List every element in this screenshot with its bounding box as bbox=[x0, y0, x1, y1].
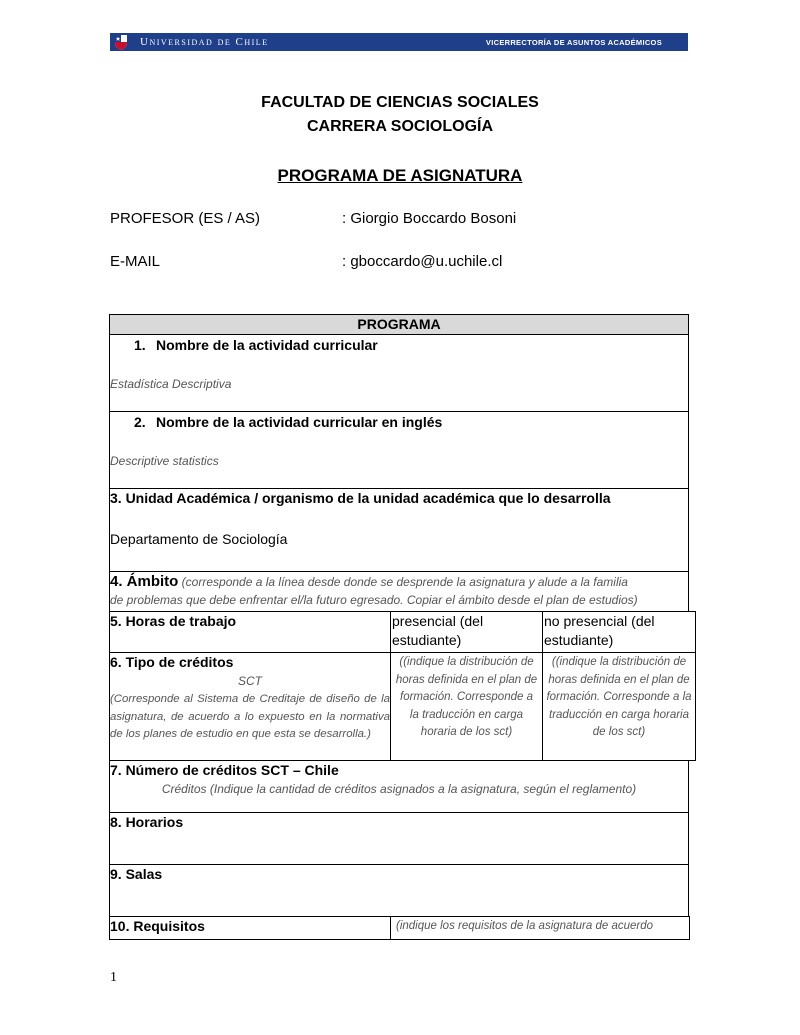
section-4-note-line-2: de problemas que debe enfrentar el/la futuro egresado. Copiar el ámbito desde el plan de estudios) bbox=[110, 593, 638, 607]
section-3-title: 3. Unidad Académica / organismo de la unidad académica que lo desarrolla bbox=[110, 490, 611, 506]
section-6-presencial-note: ((indique la distribución de horas definida en el plan de formación. Corresponde a la traducción en carga horaria de los sct) bbox=[390, 652, 543, 761]
section-2-title: Nombre de la actividad curricular en inglés bbox=[156, 414, 443, 430]
section-2-value: Descriptive statistics bbox=[110, 454, 219, 468]
section-9 bbox=[109, 864, 689, 917]
section-5-title-cell bbox=[109, 611, 391, 653]
section-10-note: (indique los requisitos de la asignatura de acuerdo bbox=[390, 916, 690, 940]
section-6-sct: SCT bbox=[238, 674, 262, 688]
career-title: CARRERA SOCIOLOGÍA bbox=[306, 118, 494, 135]
section-9-title: 9. Salas bbox=[110, 866, 163, 882]
section-6-note: (Corresponde al Sistema de Creditaje de diseño de la asignatura, de acuerdo a lo expuesto en la normativa de los planes de estudio en que esta se desarrolla.) bbox=[110, 693, 390, 740]
section-7-note: Créditos (Indique la cantidad de créditos asignados a la asignatura, según el reglamento) bbox=[161, 782, 637, 796]
university-banner bbox=[110, 33, 688, 51]
page-number: 1 bbox=[110, 970, 117, 985]
section-5-no-presencial: no presencial (del estudiante) bbox=[542, 611, 696, 653]
section-4 bbox=[109, 571, 689, 612]
faculty-title: FACULTAD DE CIENCIAS SOCIALES bbox=[261, 94, 539, 111]
section-1-title: Nombre de la actividad curricular bbox=[156, 337, 378, 353]
section-2-number: 2. bbox=[134, 414, 146, 430]
section-2 bbox=[109, 411, 689, 489]
section-10-title-cell bbox=[109, 916, 391, 940]
office-name: VICERRECTORÍA DE ASUNTOS ACADÉMICOS bbox=[485, 37, 662, 47]
section-6-title-cell bbox=[109, 652, 391, 761]
professor-label: PROFESOR (ES / AS) bbox=[110, 210, 261, 227]
email-value: : gboccardo@u.uchile.cl bbox=[342, 253, 503, 270]
program-table-header: PROGRAMA bbox=[109, 314, 689, 335]
section-10-title: 10. Requisitos bbox=[110, 918, 205, 934]
section-1-number: 1. bbox=[134, 337, 146, 353]
section-1-value: Estadística Descriptiva bbox=[110, 377, 232, 391]
section-6-title: 6. Tipo de créditos bbox=[110, 654, 234, 670]
section-1 bbox=[109, 334, 689, 412]
section-8-title: 8. Horarios bbox=[110, 814, 184, 830]
email-label: E-MAIL bbox=[110, 253, 161, 270]
university-crest-icon bbox=[112, 33, 130, 51]
section-4-note-line-1: (corresponde a la línea desde donde se desprende la asignatura y alude a la familia bbox=[178, 575, 628, 589]
section-6-no-presencial-note: ((indique la distribución de horas definida en el plan de formación. Corresponde a la traducción en carga horaria de los sct) bbox=[542, 652, 696, 761]
section-3-value: Departamento de Sociología bbox=[110, 531, 288, 547]
professor-value: : Giorgio Boccardo Bosoni bbox=[342, 210, 517, 227]
section-5-title: 5. Horas de trabajo bbox=[110, 613, 237, 629]
university-name: Universidad de Chile bbox=[140, 36, 269, 48]
program-title: PROGRAMA DE ASIGNATURA bbox=[277, 166, 523, 185]
section-5-presencial: presencial (del estudiante) bbox=[390, 611, 543, 653]
section-4-title: 4. Ámbito bbox=[110, 573, 179, 590]
section-7 bbox=[109, 760, 689, 813]
section-7-title: 7. Número de créditos SCT – Chile bbox=[110, 762, 339, 778]
section-8 bbox=[109, 812, 689, 865]
section-3 bbox=[109, 488, 689, 572]
